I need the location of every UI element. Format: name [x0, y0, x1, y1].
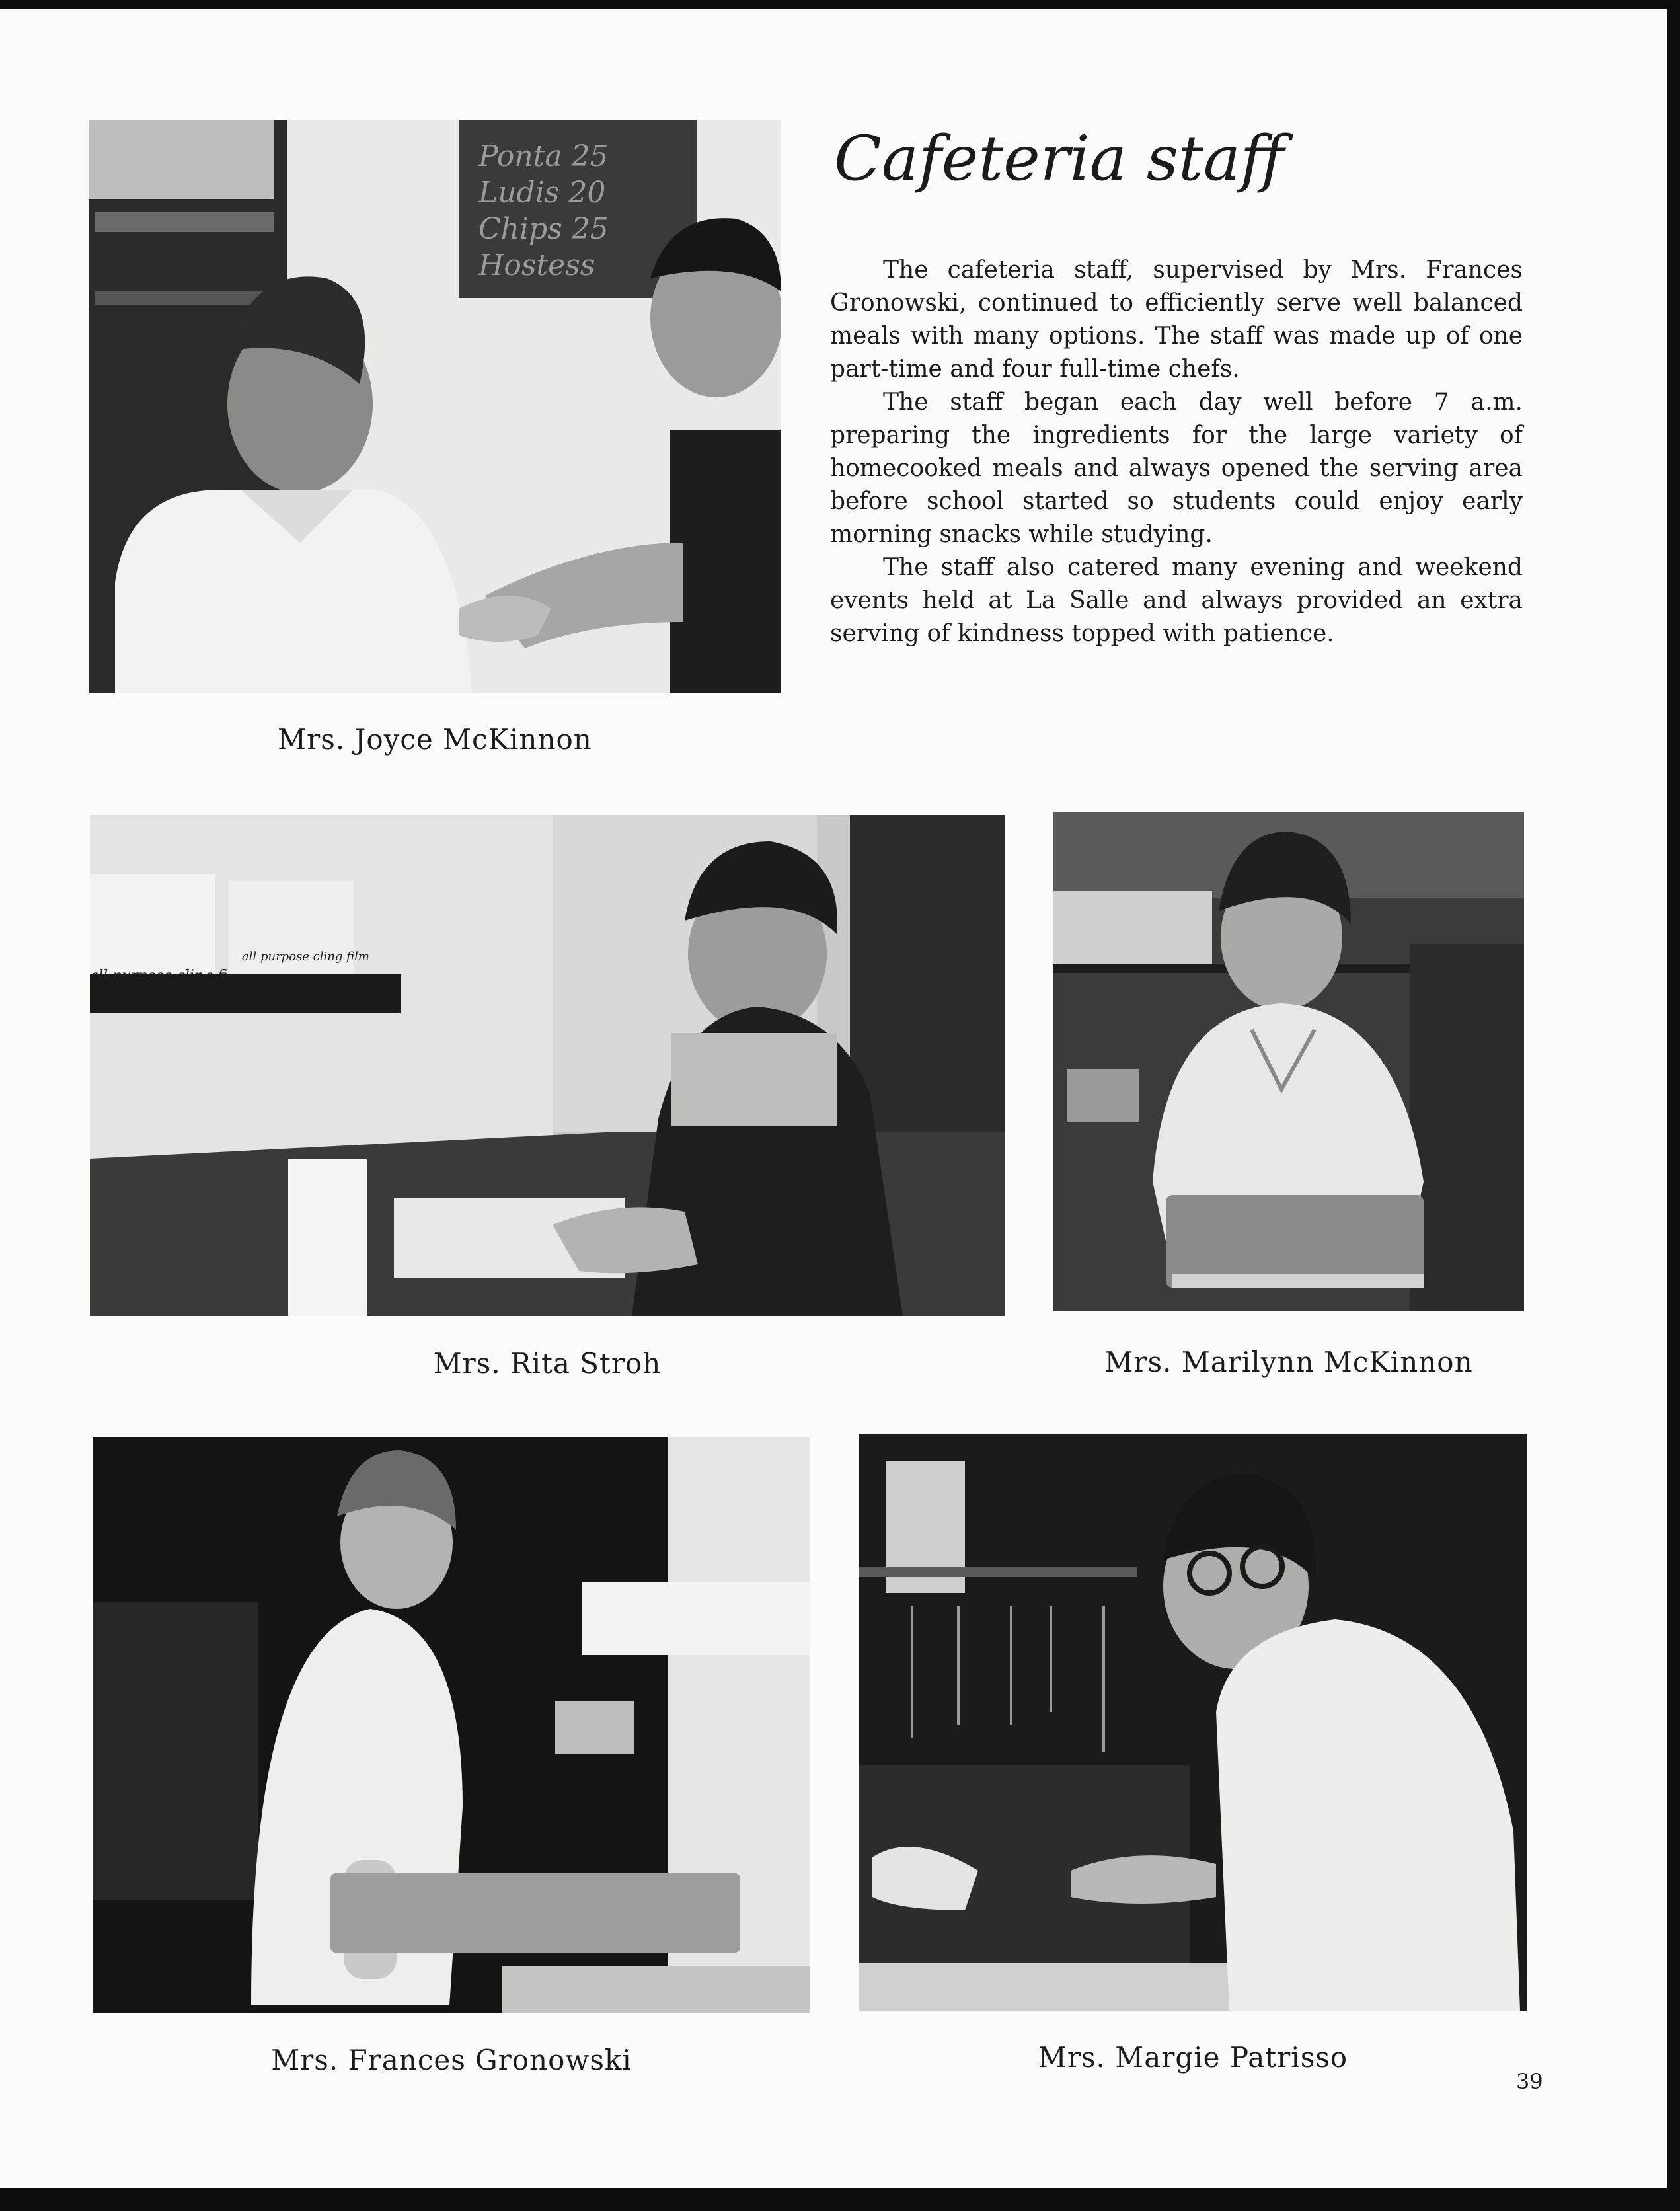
box-label: all purpose cling film [242, 950, 369, 964]
photo-joyce-mckinnon [89, 120, 781, 693]
photo-rita-stroh [90, 815, 1005, 1316]
photo-frances-gronowski [93, 1437, 810, 2013]
chalkboard-line: Hostess [478, 249, 595, 282]
yearbook-page [0, 9, 1667, 2188]
photo-margie-patrisso [859, 1434, 1527, 2011]
photo-caption: Mrs. Margie Patrisso [1038, 2041, 1348, 2074]
article-paragraph: The cafeteria staff, supervised by Mrs. Frances Gronowski, continued to efficiently serve well balanced meals with many options. The staff was made up of one part-time and four full-time chefs. [830, 256, 1523, 383]
chalkboard-line: Ludis 20 [478, 176, 606, 210]
article-paragraph: The staff began each day well before 7 a.m. preparing the ingredients for the large variety of homecooked meals and always opened the serving area before school started so students could enjoy early morning snacks while studying. [830, 389, 1523, 548]
page-number: 39 [1516, 2069, 1543, 2094]
page-title: Cafeteria staff [834, 123, 1285, 195]
photo-marilynn-mckinnon [1053, 812, 1524, 1311]
article-paragraph: The staff also catered many evening and weekend events held at La Salle and always provided an extra serving of kindness topped with patience. [830, 554, 1523, 647]
chalkboard-line: Chips 25 [478, 212, 609, 246]
photo-caption: Mrs. Marilynn McKinnon [1104, 1346, 1473, 1378]
article-body [830, 254, 1523, 650]
chalkboard-line: Ponta 25 [478, 139, 609, 173]
photo-caption: Mrs. Joyce McKinnon [278, 723, 592, 756]
photo-caption: Mrs. Frances Gronowski [271, 2044, 632, 2076]
photo-caption: Mrs. Rita Stroh [433, 1347, 662, 1379]
